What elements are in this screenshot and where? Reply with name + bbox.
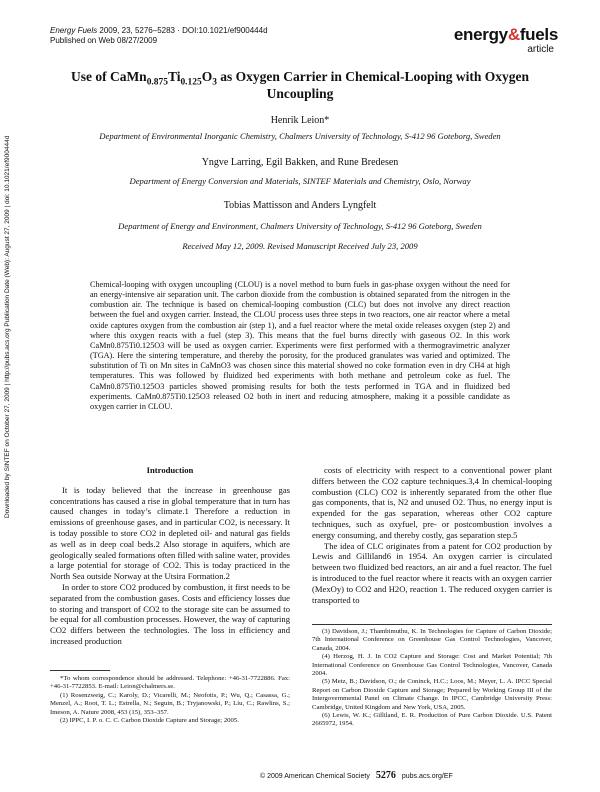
citation-details: 2009, 23, 5276–5283 · DOI:10.1021/ef900444d — [99, 26, 268, 35]
side-note-text: Downloaded by SINTEF on October 27, 2009 | http://pubs.acs.org Publication Date (Web): August 27, 2009 | doi: 10.1021/ef900444d — [4, 135, 11, 518]
footnote: (6) Lewis, W. K.; Gilliland, E. R. Production of Pure Carbon Dioxide. U.S. Patent 2665972, 1954. — [312, 712, 552, 728]
journal-header — [50, 26, 330, 46]
journal-name: Energy Fuels — [50, 26, 98, 35]
page-footer — [260, 770, 453, 781]
footnote: (5) Metz, B.; Davidson, O.; de Coninck, H.C.; Loos, M.; Meyer, L. A. IPCC Special Report on Carbon Dioxide Capture and Storage; Prepared by Working Group III of the Intergovernmental Panel on Climate Change. In IPCC, Cambridge University Press: Cambridge, United Kingdom and New York, USA, 2005. — [312, 678, 552, 711]
received-dates: Received May 12, 2009. Revised Manuscript Received July 23, 2009 — [182, 241, 418, 251]
right-column — [312, 465, 552, 605]
page-number: 5276 — [375, 770, 396, 781]
title-part: as Oxygen Carrier in Chemical-Looping with Oxygen Uncoupling — [216, 69, 530, 101]
journal-site: pubs.acs.org/EF — [401, 773, 453, 780]
author-names: Yngve Larring, Egil Bakken, and Rune Bredesen — [201, 157, 399, 168]
section-heading-introduction: Introduction — [146, 465, 194, 475]
title-part: Use of CaMn — [70, 69, 147, 84]
left-footnotes — [50, 675, 290, 725]
footnote: (1) Rosenzweig, C.; Karoly, D.; Vicarelli, M.; Neofotis, P.; Wu, Q.; Casassa, G.; Menzel, A.; Root, T. L.; Estrella, N.; Seguin, B.; Tryjanowski, P.; Liu, C.; Rawlins, S.; Imeson, A. Nature 2008, 453 (15), 353–357. — [50, 691, 290, 716]
paragraph: It is today believed that the increase in greenhouse gas concentrations has caused a rise in global temperature that in turn has caused changes in today’s climate.1 Therefore a reduction in emissions of greenhouse gases, and in particular CO2, is necessary. It is today possible to store CO2 in depleted oil- and natural gas fields as well as in deep coal beds.2 Also storage in aquifers, which are geologically sealed formations often filled with saline water, provides a large potential for storage of CO2. This is today practiced in the North Sea outside Norway at the Utsira Formation.2 — [50, 484, 290, 582]
article-type: article — [527, 44, 554, 55]
paper-title — [50, 68, 550, 102]
paragraph: costs of electricity with respect to a conventional power plant differs between the CO2 capture techniques.3,4 In chemical-looping combustion (CLC) CO2 is inherently separated from the other flue gas components, that is, N2 and unused O2. Thus, no energy input is expended for the gas separation, whereas other CO2 capture techniques, such as oxyfuel, pre- or postcombustion involves a energy consuming, and thereby costly, gas separation step.5 — [312, 465, 552, 540]
journal-logo — [428, 26, 558, 56]
abstract: Chemical-looping with oxygen uncoupling (CLOU) is a novel method to burn fuels in gas-phase oxygen without the need for an energy-intensive air separation unit. The carbon dioxide from the combustion is obtained separated from the nitrogen in the combustion air. The technique is based on chemical-looping combustion (CLC) but does not involve any direct reaction between the fuel and oxygen carrier. Instead, the CLOU process uses three steps in two reactors, one air reactor where a metal oxide captures oxygen from the combustion air (step 1), and a fuel reactor where the metal oxide releases oxygen (step 2) and where this oxygen reacts with a fuel (step 3). This means that the fuel burns directly with gaseous O2. In this work CaMn0.875Ti0.125O3 will be used as oxygen carrier. Experiments were first performed with a thermogravimetric analyzer (TGA). Here the sintering temperature, and thereby the porosity, for the produced granulates was varied and optimized. The substitution of Ti on Mn sites in CaMnO3 was chosen since this material showed no coke formation even in dry CH4 at high temperatures. This was followed by fluidized bed experiments with both methane and petroleum coke as fuel. The CaMn0.875Ti0.125O3 particles showed promising results for both the tests performed in TGA and in fluidized bed experiments. CaMn0.875Ti0.125O3 released O2 both in inert and reducing atmosphere, making it a possible candidate as oxygen carrier in CLOU. — [90, 280, 510, 411]
author-affiliation: Department of Environmental Inorganic Chemistry, Chalmers University of Technology, S-412 96 Goteborg, Sweden — [99, 131, 501, 141]
title-sub: 0.875 — [146, 77, 168, 88]
title-part: Ti — [167, 69, 181, 84]
logo-word-fuels: fuels — [519, 25, 558, 44]
download-side-note — [4, 135, 18, 518]
logo-ampersand: & — [507, 25, 520, 44]
published-date: Published on Web 08/27/2009 — [50, 36, 158, 45]
copyright: © 2009 American Chemical Society — [260, 773, 370, 780]
footnote-rule — [50, 670, 110, 671]
left-column — [50, 465, 290, 647]
footnote: (2) IPPC, I. P. o. C. C. Carbon Dioxide Capture and Storage; 2005. — [60, 717, 239, 725]
author-affiliation: Department of Energy Conversion and Materials, SINTEF Materials and Chemistry, Oslo, Norway — [129, 176, 471, 186]
footnote: (3) Davidson, J.; Thambimuthu, K. In Technologies for Capture of Carbon Dioxide; 7th International Conference on Greenhouse Gas Control Technologies, Vancover, Canada, 2004. — [312, 628, 552, 652]
author-affiliation: Department of Energy and Environment, Chalmers University of Technology, S-412 96 Goteborg, Sweden — [118, 221, 482, 231]
footnote: *To whom correspondence should be addressed. Telephone: +46-31-7722886. Fax: +46-31-7722853. E-mail: Leion@chalmers.se. — [50, 675, 290, 691]
title-sub: 3 — [212, 77, 217, 88]
paragraph: In order to store CO2 produced by combustion, it first needs to be separated from the combustion gases. Costs and efficiency losses due to storing and transport of CO2 to the storage site can be assumed to be equal for all combustion processes. However, the way of capturing CO2 differs between the technologies. The loss in efficiency and increased production — [50, 581, 290, 646]
logo-word-energy: energy — [453, 25, 508, 44]
citation-line — [50, 26, 330, 36]
author-names: Tobias Mattisson and Anders Lyngfelt — [223, 200, 377, 211]
footnote-rule — [312, 624, 552, 625]
title-sub: 0.125 — [180, 77, 202, 88]
footnote: (4) Herzog, H. J. In CO2 Capture and Storage: Cost and Market Potential; 7th International Conference on Greenhouse Gas Control Technologies, Vancover, Canada 2004. — [312, 653, 552, 678]
right-footnotes — [312, 628, 552, 729]
author-names: Henrik Leion* — [270, 115, 330, 126]
title-part: O — [201, 69, 213, 84]
paragraph: The idea of CLC originates from a patent for CO2 production by Lewis and Gilliland6 in 1954. An oxygen carrier is circulated between two fluidized bed reactors, an air and a fuel reactor. The fuel is introduced to the fuel reactor where it reacts with an oxygen carrier (MexOy) to CO2 and H2O, reaction 1. The reduced oxygen carrier is transported to — [312, 540, 552, 605]
